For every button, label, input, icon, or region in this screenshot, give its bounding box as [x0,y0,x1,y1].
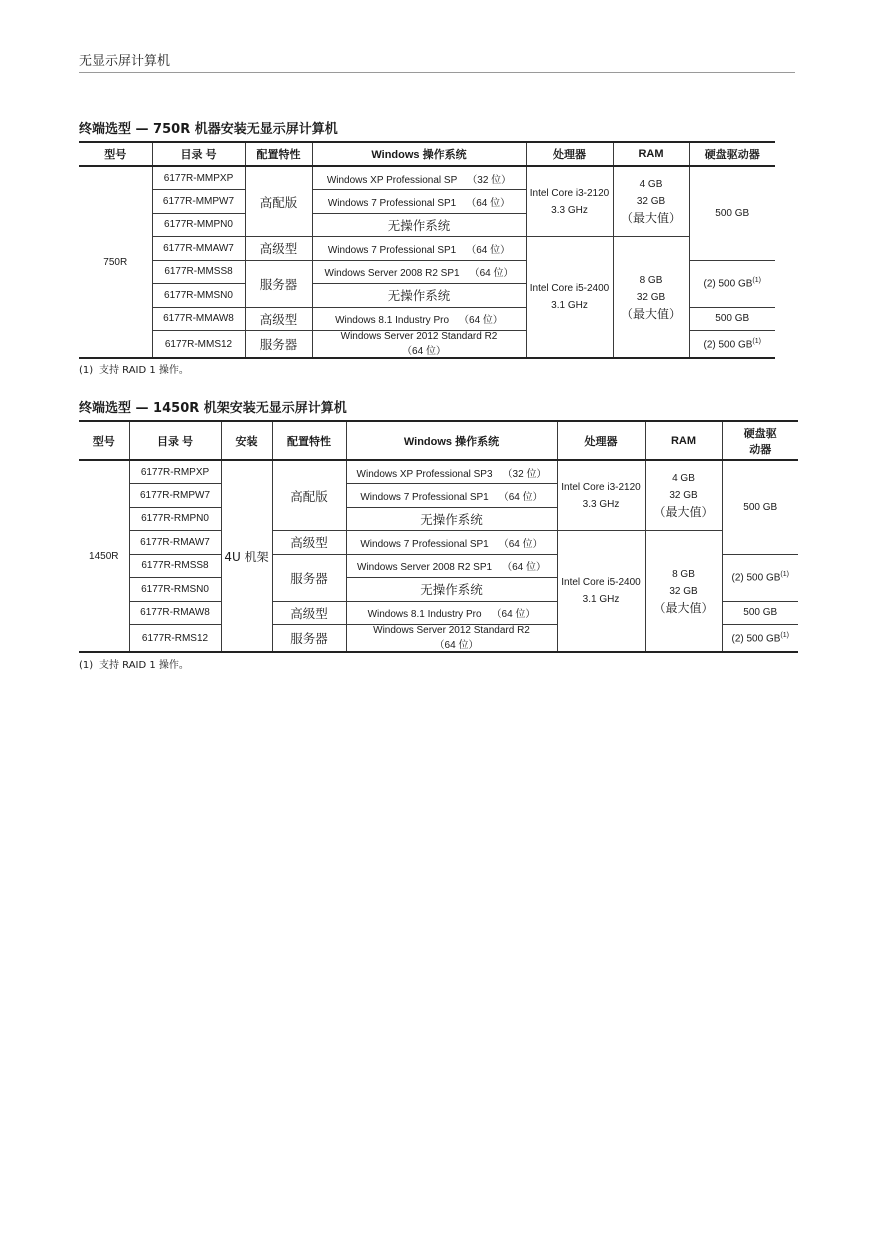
ram-max: 32 GB [636,291,666,303]
footnote-ref: (1) [752,337,761,345]
ram-max-label: （最大值） [653,505,714,519]
footnote-ref: (1) [752,277,761,285]
hdd-value: (2) 500 GB [731,572,781,584]
ram-cell [645,531,722,653]
hdd-cell: 500 GB [722,460,798,554]
os-cell [312,237,526,261]
cpu-model: Intel Core i3-2120 [529,187,610,199]
footnote-ref: (1) [780,571,789,579]
footnote-ref: (1) [780,631,789,639]
table-header-row [79,421,798,460]
hdd-cell [689,260,775,307]
catalog-cell: 6177R-RMSS8 [129,554,221,578]
cpu-speed: 3.1 GHz [582,594,620,605]
os-name: Windows 8.1 Industry Pro [367,609,482,621]
cpu-model: Intel Core i5-2400 [529,283,610,294]
config-cell: 服务器 [272,625,346,653]
os-bits: （64 位） [498,538,543,550]
os-name: Windows Server 2012 Standard R2 [373,625,530,636]
os-bits: （64 位） [402,346,446,357]
col-header-mount: 安装 [221,421,272,460]
config-cell: 高级型 [272,601,346,625]
col-header-model: 型号 [79,142,152,166]
cpu-cell [557,531,645,653]
os-cell [312,260,526,284]
os-name: Windows XP Professional SP [326,174,458,186]
hdd-value: (2) 500 GB [731,633,781,645]
os-cell [312,307,526,331]
catalog-cell: 6177R-RMAW8 [129,601,221,625]
config-cell: 高配版 [245,166,312,237]
os-bits: （64 位） [434,640,479,651]
ram-base: 8 GB [672,568,695,580]
config-cell: 高级型 [245,307,312,331]
os-cell [312,331,526,359]
ram-max: 32 GB [636,196,666,207]
col-header-catalog: 目录 号 [152,142,245,166]
os-cell [346,531,557,555]
col-header-hdd-line1: 硬盘驱 [743,427,777,440]
col-header-config: 配置特性 [272,421,346,460]
col-header-os: Windows 操作系统 [346,421,557,460]
table-750r [79,141,775,359]
os-name: Windows Server 2008 R2 SP1 [357,562,493,574]
page-header: 无显示屏计算机 [79,54,171,69]
ram-base: 8 GB [639,274,663,286]
ram-base: 4 GB [672,473,695,484]
hdd-cell: 500 GB [689,166,775,260]
ram-max-label: （最大值） [653,600,714,615]
table-row [79,166,775,190]
ram-max-label: （最大值） [620,211,681,225]
config-cell: 服务器 [245,331,312,359]
os-bits: （64 位） [491,609,536,621]
catalog-cell: 6177R-RMS12 [129,625,221,653]
os-name: Windows 7 Professional SP1 [360,538,489,550]
cpu-cell [557,460,645,531]
catalog-cell: 6177R-RMPXP [129,460,221,484]
col-header-hdd: 硬盘驱动器 [689,142,775,166]
catalog-cell: 6177R-MMPXP [152,166,245,190]
os-cell: 无操作系统 [312,284,526,308]
os-cell [312,166,526,190]
section1-title: 终端选型 — 750R 机器安装无显示屏计算机 [79,122,338,137]
ram-cell [613,237,689,359]
cpu-speed: 3.1 GHz [551,300,588,311]
ram-cell [613,166,689,237]
table-row [79,460,798,484]
ram-base: 4 GB [639,179,663,190]
catalog-cell: 6177R-MMPN0 [152,213,245,237]
section2-footnote [79,656,189,671]
footnote-text: 支持 RAID 1 操作。 [99,660,189,671]
os-bits: （64 位） [466,244,511,256]
config-cell: 服务器 [245,260,312,307]
os-bits: （64 位） [459,315,503,327]
os-name: Windows 7 Professional SP1 [327,244,457,256]
catalog-cell: 6177R-MMSS8 [152,260,245,284]
table-row [79,237,775,261]
footnote-mark: (1) [79,365,94,376]
cpu-cell [526,237,613,359]
cpu-speed: 3.3 GHz [582,498,620,510]
table-header-row [79,142,775,166]
catalog-cell: 6177R-MMSN0 [152,284,245,308]
footnote-text: 支持 RAID 1 操作。 [99,365,189,376]
col-header-model: 型号 [79,421,129,460]
hdd-cell: 500 GB [722,601,798,625]
config-cell: 高级型 [245,237,312,261]
config-cell: 高配版 [272,460,346,531]
os-name: Windows Server 2008 R2 SP1 [324,268,460,280]
catalog-cell: 6177R-MMPW7 [152,190,245,214]
cpu-cell [526,166,613,237]
catalog-cell: 6177R-RMPN0 [129,507,221,531]
catalog-cell: 6177R-MMS12 [152,331,245,359]
os-bits: （64 位） [498,491,543,503]
hdd-value: (2) 500 GB [703,339,753,351]
os-cell: 无操作系统 [346,578,557,602]
catalog-cell: 6177R-RMSN0 [129,578,221,602]
ram-max-label: （最大值） [620,306,681,321]
os-name: Windows 8.1 Industry Pro [335,315,450,327]
catalog-cell: 6177R-MMAW7 [152,237,245,261]
os-bits: （64 位） [466,197,511,209]
os-bits: （32 位） [502,468,547,480]
cpu-speed: 3.3 GHz [551,204,588,216]
col-header-hdd [722,421,798,460]
ram-cell [645,460,722,531]
os-cell [346,460,557,484]
ram-max: 32 GB [669,490,698,501]
col-header-ram: RAM [645,421,722,460]
col-header-catalog: 目录 号 [129,421,221,460]
col-header-hdd-line2: 动器 [749,443,772,456]
os-bits: （64 位） [502,562,546,574]
os-cell [346,625,557,653]
col-header-ram: RAM [613,142,689,166]
footnote-mark: (1) [79,660,94,671]
section2-title: 终端选型 — 1450R 机架安装无显示屏计算机 [79,401,347,416]
os-bits: （32 位） [467,174,512,186]
hdd-cell [689,331,775,359]
os-cell [346,554,557,578]
mount-cell: 4U 机架 [221,460,272,652]
hdd-cell [722,554,798,601]
table-1450r [79,420,798,653]
os-cell: 无操作系统 [312,213,526,237]
model-cell: 750R [79,166,152,358]
hdd-cell: 500 GB [689,307,775,331]
col-header-config: 配置特性 [245,142,312,166]
os-name: Windows XP Professional SP3 [356,468,493,480]
table-row [79,531,798,555]
header-divider [79,72,795,73]
col-header-cpu: 处理器 [526,142,613,166]
os-name: Windows 7 Professional SP1 [327,197,457,209]
os-cell [346,601,557,625]
hdd-value: (2) 500 GB [703,278,753,290]
catalog-cell: 6177R-RMAW7 [129,531,221,555]
ram-max: 32 GB [669,585,698,597]
os-cell [312,190,526,214]
os-name: Windows Server 2012 Standard R2 [340,331,498,342]
os-cell [346,484,557,508]
model-cell: 1450R [79,460,129,652]
cpu-model: Intel Core i5-2400 [561,577,641,588]
hdd-cell [722,625,798,653]
section1-footnote [79,361,189,376]
os-bits: （64 位） [469,268,514,280]
os-cell: 无操作系统 [346,507,557,531]
config-cell: 高级型 [272,531,346,555]
catalog-cell: 6177R-MMAW8 [152,307,245,331]
cpu-model: Intel Core i3-2120 [561,481,641,493]
col-header-os: Windows 操作系统 [312,142,526,166]
os-name: Windows 7 Professional SP1 [360,491,489,503]
config-cell: 服务器 [272,554,346,601]
col-header-cpu: 处理器 [557,421,645,460]
catalog-cell: 6177R-RMPW7 [129,484,221,508]
